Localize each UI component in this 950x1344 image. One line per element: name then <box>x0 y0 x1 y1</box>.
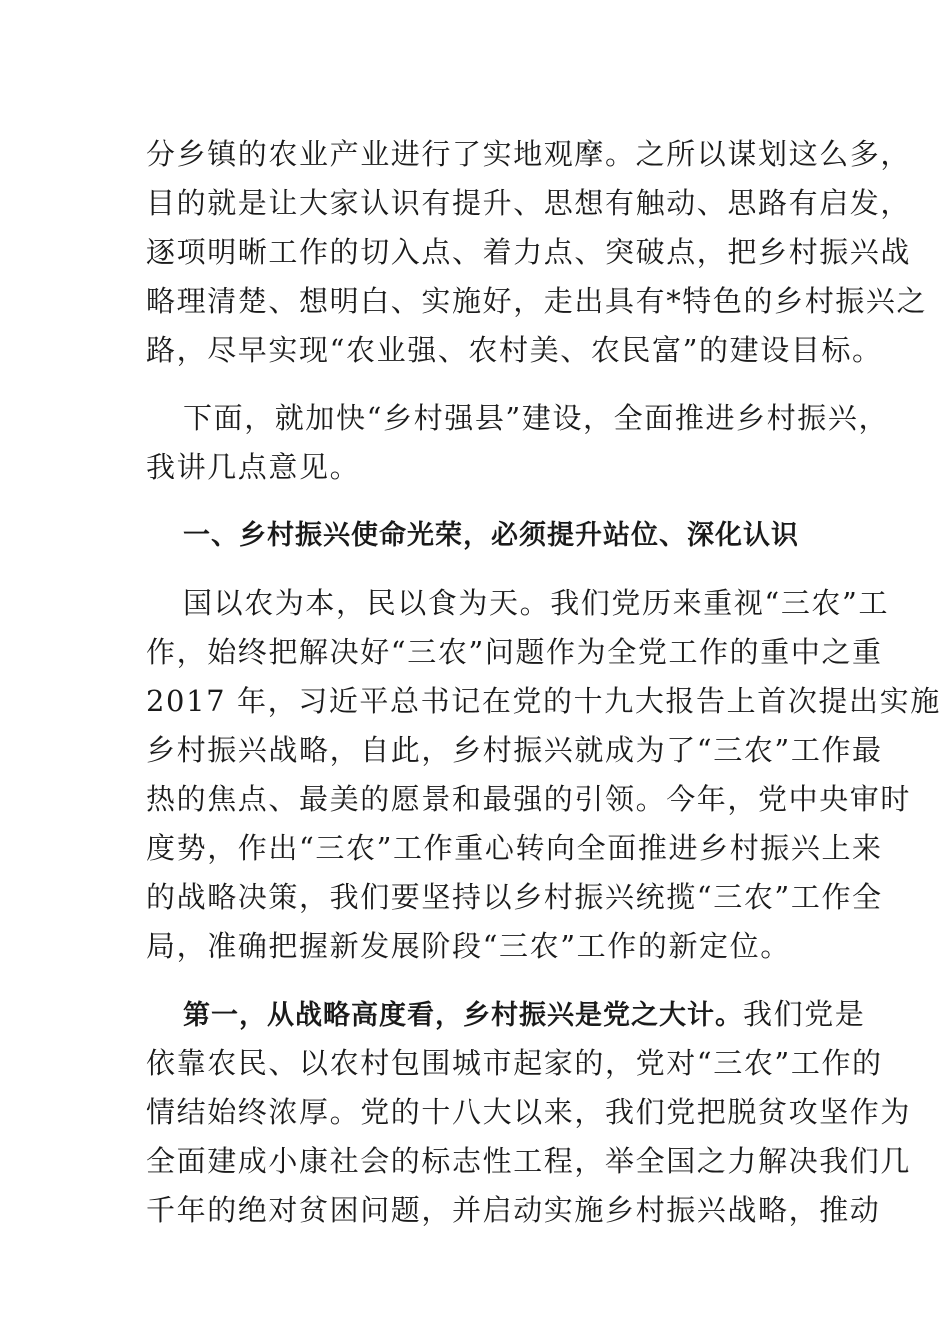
text-line: 目的就是让大家认识有提升、思想有触动、思路有启发， <box>146 186 912 220</box>
text-line: 热的焦点、最美的愿景和最强的引领。今年，党中央审时 <box>146 782 912 816</box>
paragraph-point-one <box>146 990 912 1235</box>
bold-lead-text: 第一，从战略高度看，乡村振兴是党之大计。 <box>183 1000 743 1031</box>
text-line: 2017 年，习近平总书记在党的十九大报告上首次提出实施 <box>146 684 941 718</box>
text-line: 国以农为本，民以食为天。我们党历来重视“三农”工 <box>183 586 890 620</box>
text-line: 乡村振兴战略，自此，乡村振兴就成为了“三农”工作最 <box>146 733 883 767</box>
text-line: 我讲几点意见。 <box>146 450 361 484</box>
text-line: 逐项明晰工作的切入点、着力点、突破点，把乡村振兴战 <box>146 235 912 269</box>
text-line: 情结始终浓厚。党的十八大以来，我们党把脱贫攻坚作为 <box>146 1095 912 1129</box>
paragraph-body <box>146 579 941 971</box>
text-line: 下面，就加快“乡村强县”建设，全面推进乡村振兴， <box>183 401 890 435</box>
text-line: 依靠农民、以农村包围城市起家的，党对“三农”工作的 <box>146 1046 883 1080</box>
text-line: 的战略决策，我们要坚持以乡村振兴统揽“三农”工作全 <box>146 880 883 914</box>
text-line: 分乡镇的农业产业进行了实地观摩。之所以谋划这么多， <box>146 137 912 171</box>
text-fragment: 我们党是 <box>743 997 866 1031</box>
heading-text: 一、乡村振兴使命光荣，必须提升站位、深化认识 <box>183 520 799 551</box>
paragraph-intro <box>146 394 890 492</box>
text-line: 度势，作出“三农”工作重心转向全面推进乡村振兴上来 <box>146 831 883 865</box>
text-line <box>146 990 866 1039</box>
text-line: 作，始终把解决好“三农”问题作为全党工作的重中之重 <box>146 635 883 669</box>
section-heading <box>146 511 806 560</box>
document-body <box>146 130 941 1235</box>
text-line: 略理清楚、想明白、实施好，走出具有*特色的乡村振兴之 <box>146 284 928 318</box>
text-line: 局，准确把握新发展阶段“三农”工作的新定位。 <box>146 929 791 963</box>
text-line: 千年的绝对贫困问题，并启动实施乡村振兴战略，推动 <box>146 1193 881 1227</box>
text-line: 路，尽早实现“农业强、农村美、农民富”的建设目标。 <box>146 333 883 367</box>
text-line: 全面建成小康社会的标志性工程，举全国之力解决我们几 <box>146 1144 912 1178</box>
paragraph-continuation <box>146 130 928 375</box>
